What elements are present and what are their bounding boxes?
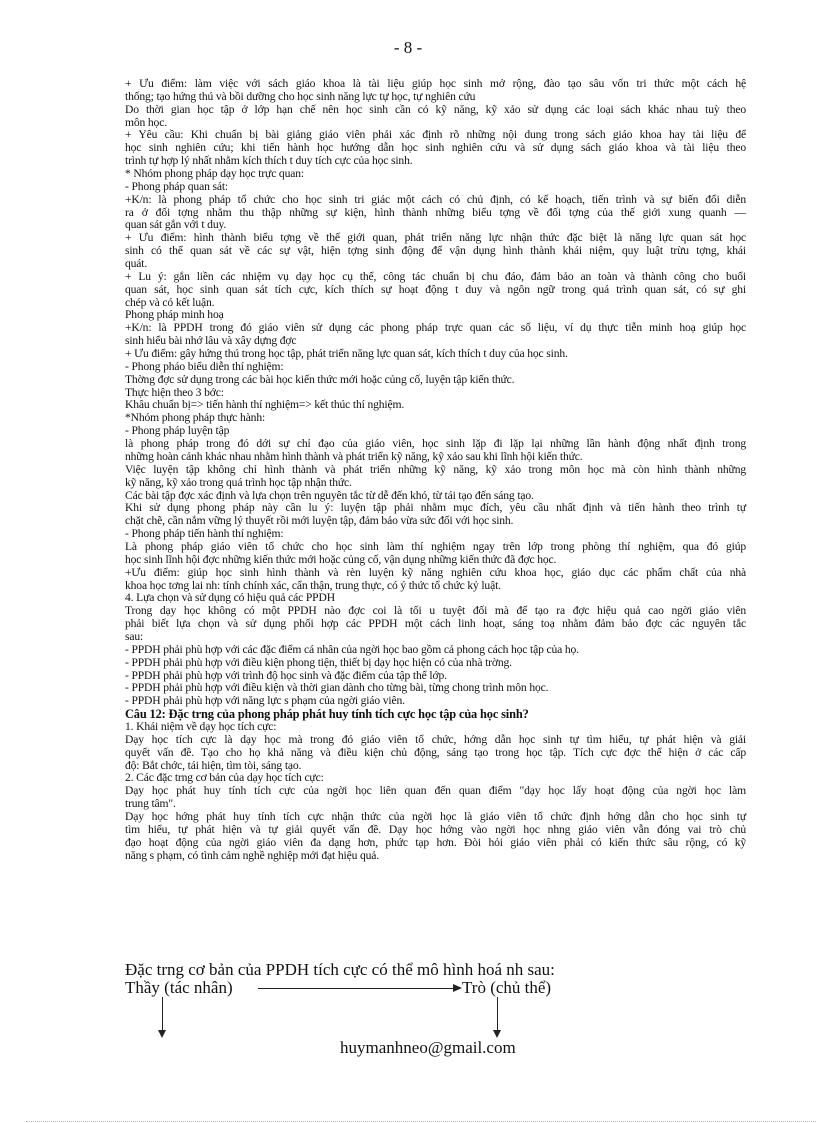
section-heading-line: Câu 12: Đặc trng của phong pháp phát huy tính tích cực học tập của học sinh? [125,707,529,722]
paragraph-line: Phong pháp minh hoạ [125,308,224,322]
paragraph-line: +K/n: là PPDH trong đó giáo viên sử dụng các phong pháp trực quan các số liệu, ví dụ thực tiễn minh hoạ giúp học [125,321,746,335]
paragraph-line: + Ưu điểm: hình thành biểu tợng về thế giới quan, phát triển năng lực nhận thức đặc biệt là năng lực quan sát học [125,231,746,245]
arrow-down-icon [162,997,163,1031]
paragraph-line: - PPDH phải phù hợp với các đặc điểm cá nhân của ngời học bao gồm cả phong cách học tập của họ. [125,642,579,656]
diagram-node-teacher: Thầy (tác nhân) [125,978,233,997]
paragraph-line: quan sát gắn với t duy. [125,218,227,232]
paragraph-line: Dạy học hớng phát huy tính tích cực nhận thức của ngời học là giáo viên tổ chức định hớng dẫn cho học sinh tự [125,809,746,823]
paragraph-line: sinh hiểu bài nhớ lâu và xây dựng đợc [125,334,297,348]
paragraph-line: 2. Các đặc trng cơ bản của dạy học tích cực: [125,771,324,785]
paragraph-line: Dạy học phát huy tính tích cực của ngời học liên quan đến quan điểm "dạy học lấy hoạt động của ngời học làm [125,784,746,798]
paragraph-line: những hoàn cảnh khác nhau nhằm hình thành và phát triển kỹ năng, kỹ xảo sau khi lĩnh hội kiến thức. [125,449,583,463]
paragraph-line: + Ưu điểm: gây hứng thú trong học tập, phát triển năng lực quan sát, kích thích t duy của học sinh. [125,347,568,361]
paragraph-line: +Ưu điểm: giúp học sinh hình thành và rèn luyện kỹ năng nghiên cứu khoa học, giáo dục các phẩm chất của nhà [125,565,746,579]
paragraph-line: học sinh nghiên cứu; khi tiến hành học hướng dẫn học sinh nghiên cứu và sử dụng sách giáo khoa và tài liệu theo [125,141,746,155]
author-email: huymanhneo@gmail.com [340,1038,516,1057]
paragraph-line: độ: Bắt chớc, tái hiện, tìm tòi, sáng tạo. [125,758,302,772]
paragraph-line: Do thời gian học tập ở lớp hạn chế nên học sinh cần có kỹ năng, kỹ xảo sử dụng các loại sách khác nhau tuỳ theo [125,102,746,116]
paragraph-line: ra ở đối tợng nhằm thu thập những sự kiện, hình thành những biểu tợng về đối tợng của thế giới xung quanh — [125,205,746,219]
paragraph-line: Khâu chuẩn bị=> tiến hành thí nghiệm=> kết thúc thí nghiệm. [125,398,405,412]
diagram-node-student: Trò (chủ thể) [462,978,552,997]
paragraph-line: trình tự hợp lý nhất nhằm kích thích t duy tích cực của học sinh. [125,154,413,168]
paragraph-line: - PPDH phải phù hợp với điều kiện và thời gian dành cho từng bài, từng chong trình môn học. [125,681,549,695]
document-body [125,78,746,862]
arrow-down-icon [497,997,498,1031]
paragraph-line: Trong dạy học không có một PPDH nào đợc coi là tối u tuyệt đối mà để tạo ra đợc hiệu quả cao ngời giáo viên [125,604,746,618]
page-number: - 8 - [393,38,423,57]
paragraph-line: + Yêu cầu: Khi chuẩn bị bài giảng giáo viên phải xác định rõ những nội dung trong sách giáo khoa hay tài liệu để [125,128,746,142]
paragraph-line: sinh có thể quan sát về các sự vật, hiện tợng sinh động để vận dụng hình thành khái niệm, quy luật trừu tợng, khái [125,244,746,258]
paragraph-line: kỹ năng, kỹ xảo trong quá trình học tập nhận thức. [125,475,352,489]
paragraph-line: chép và có kết luận. [125,295,215,309]
paragraph-line: phải biết lựa chọn và sử dụng phối hợp các PPDH một cách linh hoạt, sáng toạ nhằm đảm bảo đợc các nguyên tắc [125,617,746,631]
paragraph-line: * Nhóm phong pháp dạy học trực quan: [125,167,304,181]
paragraph-line: học sinh lĩnh hội đợc những kiến thức mới hoặc củng cố, vận dụng những kiến thức đã đợc học. [125,552,557,566]
paragraph-line: Các bài tập đợc xác định và lựa chọn trên nguyên tắc từ dễ đến khó, từ tái tạo đến sáng tạo. [125,488,534,502]
paragraph-line: 1. Khái niệm về dạy học tích cực: [125,719,277,733]
paragraph-line: khoa học tơng lai nh: tính chính xác, cẩn thận, trung thực, có ý thức tổ chức kỷ luật. [125,578,501,592]
paragraph-line: - PPDH phải phù hợp với trình độ học sinh và đặc điểm của tập thể lớp. [125,668,447,682]
paragraph-line: đạo hoạt động của ngời giáo viên đa dạng hơn, phức tạp hơn. Đòi hỏi giáo viên phải có kiến thức sâu rộng, có kỹ [125,835,746,849]
paragraph-line: - PPDH phải phù hợp với năng lực s phạm của ngời giáo viên. [125,694,405,708]
page-edge-divider [26,1121,816,1122]
paragraph-line: là phong pháp trong đó dới sự chỉ đạo của giáo viên, học sinh lặp đi lặp lại những lần hành động nhất định trong [125,437,746,451]
paragraph-line: + Ưu điểm: làm việc với sách giáo khoa là tài liệu giúp học sinh mở rộng, đào tạo sâu vốn tri thức một cách hệ [125,77,746,90]
paragraph-line: quyết vấn đề. Tạo cho họ khả năng và điều kiện chủ động, sáng tạo trong học tập. Tích cực đợc thể hiện ở các cấp [125,745,746,759]
paragraph-line: - Phong pháp quan sát: [125,179,228,193]
paragraph-line: 4. Lựa chọn và sử dụng có hiệu quả các PPDH [125,591,335,605]
diagram-caption: Đặc trng cơ bản của PPDH tích cực có thể mô hình hoá nh sau: [125,960,555,979]
paragraph-line: chặt chẽ, cần nắm vững lý thuyết rồi mới luyện tập, đảm bảo vừa sức đối với học sinh. [125,514,514,528]
paragraph-line: thống; tạo hứng thú và bồi dưỡng cho học sinh năng lực tự học, tự nghiên cứu [125,89,476,103]
paragraph-line: + Lu ý: gắn liền các nhiệm vụ dạy học cụ thể, công tác chuẩn bị chu đáo, đảm bảo an toàn và thành công cho buổi [125,269,746,283]
paragraph-line: môn học. [125,115,167,129]
paragraph-line: quan sát, học sinh quan sát tích cực, kích thích sự hoạt động t duy và ngôn ngữ trong quá trình quan sát, có sự ghi [125,282,746,296]
paragraph-line: - Phong pháp tiến hành thí nghiệm: [125,527,284,541]
paragraph-line: sau: [125,629,144,643]
paragraph-line: năng s phạm, có tình cảm nghề nghiệp mới đạt hiệu quả. [125,848,379,862]
paragraph-line: - PPDH phải phù hợp với điều kiện phong tiện, thiết bị dạy học hiện có của nhà trờng. [125,655,512,669]
paragraph-line: Thực hiện theo 3 bớc: [125,385,224,399]
paragraph-line: - Phong pháp luyện tập [125,424,230,438]
paragraph-line: Dạy học tích cực là dạy học mà trong đó giáo viên tổ chức, hớng dẫn học sinh tự tìm hiểu, tự phát hiện và giải [125,732,746,746]
paragraph-line: Là phong pháp giáo viên tổ chức cho học sinh làm thí nghiệm ngay trên lớp trong phòng thí nghiệm, qua đó giúp [125,539,746,553]
paragraph-line: Việc luyện tập không chỉ hình thành và phát triển những kỹ năng, kỹ xảo trong môn học mà còn hình thành những [125,462,746,476]
paragraph-line: +K/n: là phong pháp tổ chức cho học sinh tri giác một cách có chủ định, có kế hoạch, tiến trình và sự biến đổi diễn [125,192,746,206]
paragraph-line: Thờng đợc sử dụng trong các bài học kiến thức mới hoặc củng cố, luyện tập kiến thức. [125,372,515,386]
paragraph-line: *Nhóm phong pháp thực hành: [125,411,266,425]
paragraph-line: - Phong pháo biểu diễn thí nghiệm: [125,359,284,373]
paragraph-line: Khi sử dụng phong pháp này cần lu ý: luyện tập phải nhằm mục đích, yêu cầu nhất định và tiến hành theo trình tự [125,501,746,515]
paragraph-line: trung tâm". [125,797,176,811]
paragraph-line: tìm hiểu, tự phát hiện và tự giải quyết vấn đề. Dạy học hớng vào ngời học nhng giáo viên vẫn đóng vai trò chủ [125,822,746,836]
paragraph-line: quát. [125,257,148,271]
arrow-right-icon [258,988,454,989]
